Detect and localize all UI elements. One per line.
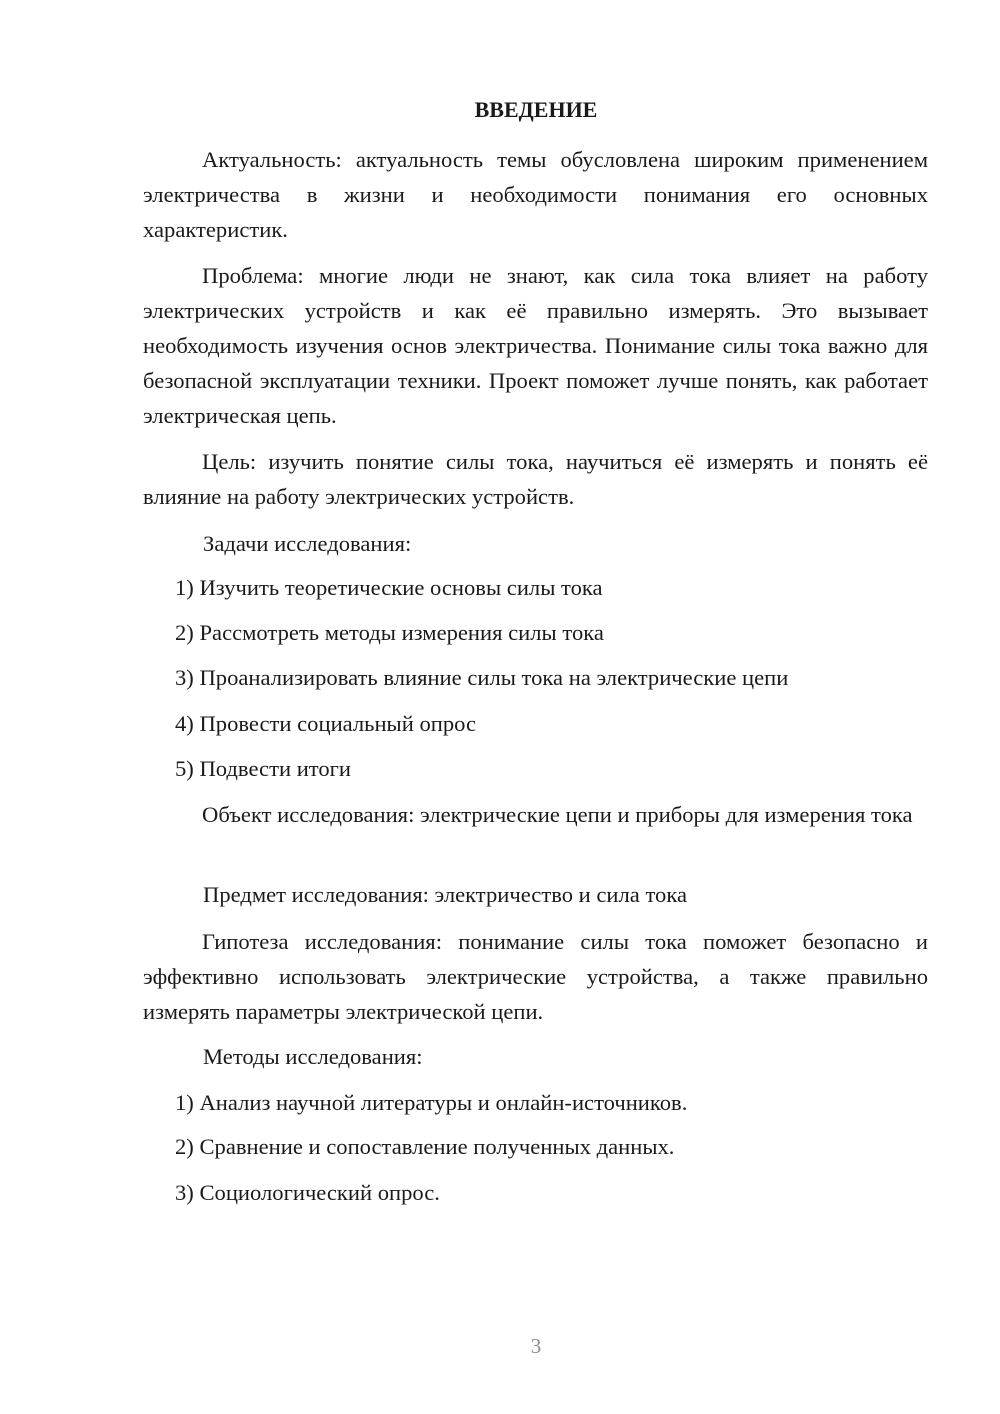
- method-item-3: 3) Социологический опрос.: [175, 1180, 440, 1205]
- object-paragraph: Объект исследования: электрические цепи и приборы для измерения тока: [202, 802, 913, 827]
- methods-heading: Методы исследования:: [203, 1044, 423, 1069]
- subject-paragraph: Предмет исследования: электричество и сила тока: [203, 882, 688, 907]
- task-item-1: 1) Изучить теоретические основы силы тока: [175, 575, 603, 600]
- method-item-2: 2) Сравнение и сопоставление полученных данных.: [175, 1134, 675, 1159]
- page-number: 3: [530, 1334, 542, 1358]
- task-item-2: 2) Рассмотреть методы измерения силы тока: [175, 620, 604, 645]
- problem-paragraph: Проблема: многие люди не знают, как сила тока влияет на работу электрических устройств и как её правильно измерять. Это вызывает необходимость изучения основ электричества. Понимание силы тока важно для безопасной эксплуатации техники. Проект поможет лучше понять, как работает электрическая цепь.: [143, 263, 928, 428]
- task-item-3: 3) Проанализировать влияние силы тока на электрические цепи: [175, 665, 789, 690]
- method-item-1: 1) Анализ научной литературы и онлайн-источников.: [175, 1090, 688, 1115]
- tasks-heading: Задачи исследования:: [203, 531, 412, 556]
- task-item-4: 4) Провести социальный опрос: [175, 711, 477, 736]
- goal-paragraph: Цель: изучить понятие силы тока, научиться её измерять и понять её влияние на работу электрических устройств.: [143, 449, 928, 509]
- relevance-paragraph: Актуальность: актуальность темы обусловлена широким применением электричества в жизни и необходимости понимания его основных характеристик.: [143, 147, 928, 242]
- section-heading: ВВЕДЕНИЕ: [474, 97, 598, 122]
- task-item-5: 5) Подвести итоги: [175, 756, 352, 781]
- hypothesis-paragraph: Гипотеза исследования: понимание силы тока поможет безопасно и эффективно использовать электрические устройства, а также правильно измерять параметры электрической цепи.: [143, 929, 928, 1024]
